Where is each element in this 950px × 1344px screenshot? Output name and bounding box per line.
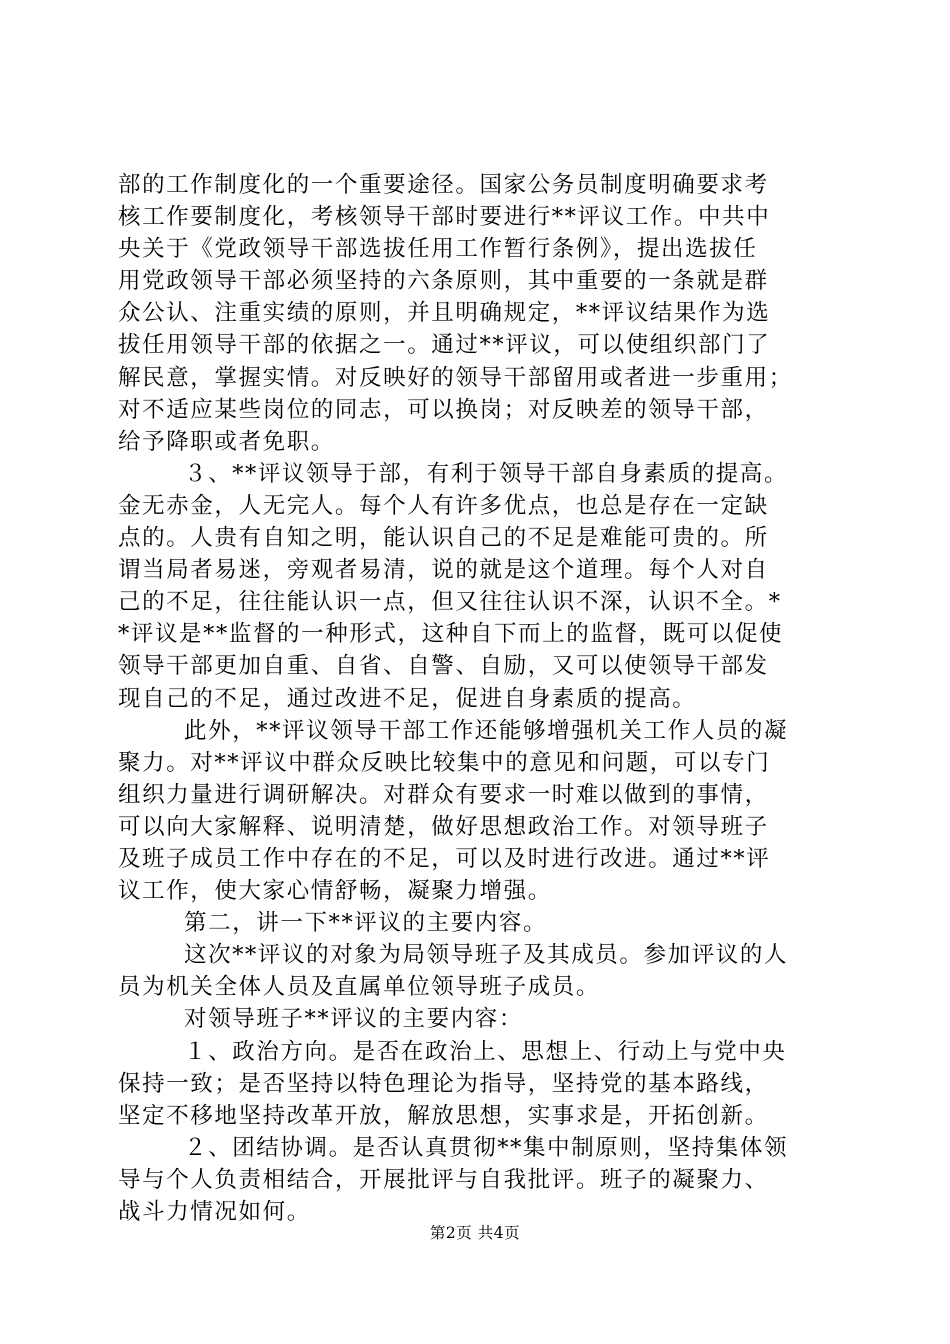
- text-line: 金无赤金，人无完人。每个人有许多优点，也总是存在一定缺: [118, 492, 769, 519]
- text-line: 领导干部更加自重、自省、自警、自励，又可以使领导干部发: [118, 653, 769, 680]
- text-line: １、政治方向。是否在政治上、思想上、行动上与党中央: [184, 1038, 787, 1065]
- text-line: 部的工作制度化的一个重要途径。国家公务员制度明确要求考: [118, 172, 769, 198]
- text-line: 此外，**评议领导干部工作还能够增强机关工作人员的凝: [184, 717, 789, 744]
- text-line: 聚力。对**评议中群众反映比较集中的意见和问题，可以专门: [118, 749, 771, 776]
- text-line: 央关于《党政领导干部选拔任用工作暂行条例》，提出选拔任: [118, 236, 758, 263]
- text-line: 用党政领导干部必须坚持的六条原则，其中重要的一条就是群: [118, 268, 769, 295]
- text-line: 这次**评议的对象为局领导班子及其成员。参加评议的人: [184, 942, 789, 969]
- text-line: 现自己的不足，通过改进不足，促进自身素质的提高。: [118, 685, 697, 712]
- text-line: 导与个人负责相结合，开展批评与自我批评。班子的凝聚力、: [118, 1166, 769, 1193]
- text-line: 给予降职或者免职。: [118, 428, 335, 455]
- text-line: 及班子成员工作中存在的不足，可以及时进行改进。通过**评: [118, 845, 771, 872]
- text-line: 谓当局者易迷，旁观者易清，说的就是这个道理。每个人对自: [118, 557, 769, 584]
- text-line: 对不适应某些岗位的同志，可以换岗；对反映差的领导干部，: [118, 396, 769, 423]
- page-footer: 第2页 共4页: [429, 1224, 521, 1242]
- text-line: 第二，讲一下**评议的主要内容。: [184, 910, 548, 937]
- text-line: 核工作要制度化，考核领导干部时要进行**评议工作。中共中: [118, 204, 771, 231]
- text-line: *评议是**监督的一种形式，这种自下而上的监督，既可以促使: [118, 621, 784, 648]
- text-line: 坚定不移地坚持改革开放，解放思想，实事求是，开拓创新。: [118, 1102, 769, 1129]
- text-line: 可以向大家解释、说明清楚，做好思想政治工作。对领导班子: [118, 813, 769, 840]
- text-line: ２、团结协调。是否认真贯彻**集中制原则，坚持集体领: [184, 1134, 789, 1161]
- text-line: 组织力量进行调研解决。对群众有要求一时难以做到的事情，: [118, 781, 769, 808]
- text-line: 拔任用领导干部的依据之一。通过**评议，可以使组织部门了: [118, 332, 771, 359]
- text-line: 对领导班子**评议的主要内容：: [184, 1006, 524, 1033]
- text-line: 员为机关全体人员及直属单位领导班子成员。: [118, 974, 601, 1001]
- text-line: 己的不足，往往能认识一点，但又往往认识不深，认识不全。*: [118, 589, 782, 616]
- text-line: 保持一致；是否坚持以特色理论为指导，坚持党的基本路线，: [118, 1070, 769, 1097]
- text-line: 解民意，掌握实情。对反映好的领导干部留用或者进一步重用；: [118, 364, 793, 391]
- text-line: 战斗力情况如何。: [118, 1199, 311, 1225]
- text-line: ３、**评议领导于部，有利于领导干部自身素质的提高。: [184, 460, 789, 487]
- text-line: 点的。人贵有自知之明，能认识自己的不足是难能可贵的。所: [118, 525, 769, 552]
- text-line: 众公认、注重实绩的原则，并且明确规定，**评议结果作为选: [118, 300, 771, 327]
- body-text: [118, 169, 838, 1228]
- text-line: 议工作，使大家心情舒畅，凝聚力增强。: [118, 878, 552, 905]
